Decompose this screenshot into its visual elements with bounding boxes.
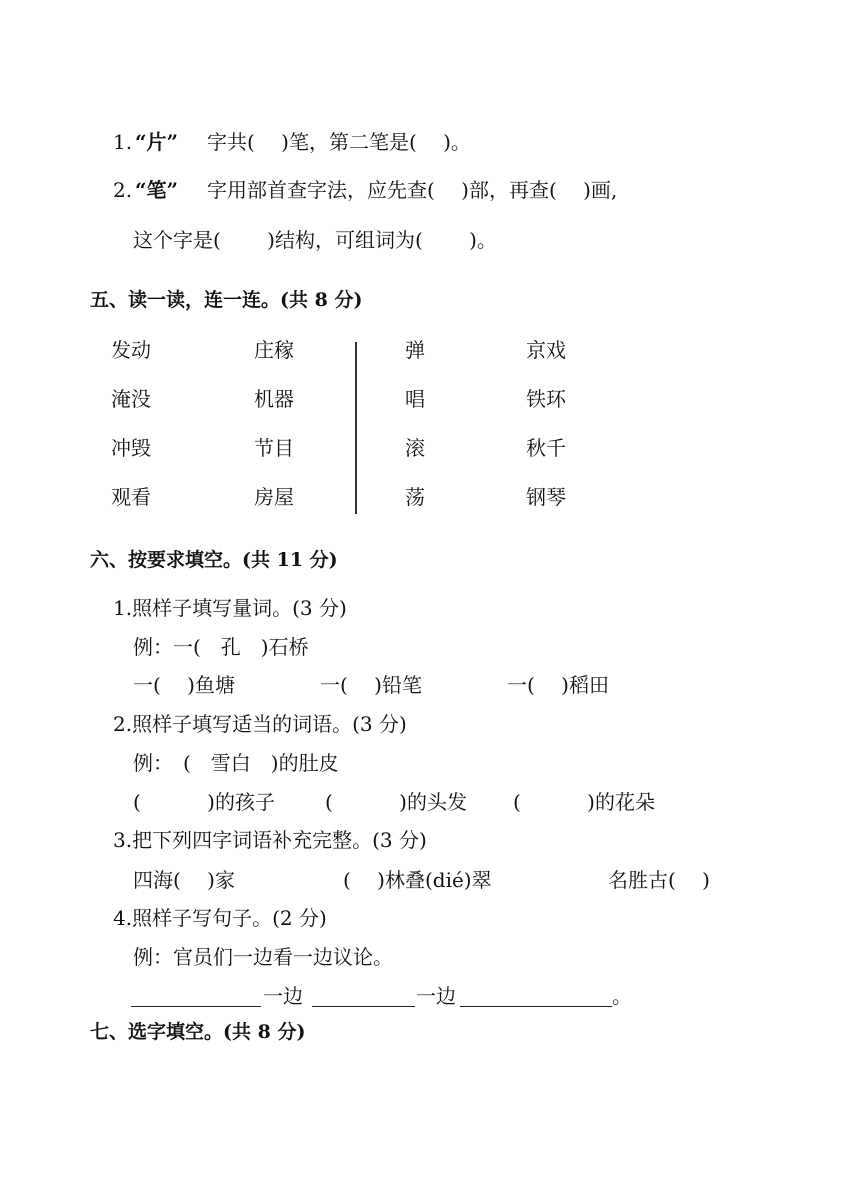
q6-2-item: ( )的头发: [325, 790, 467, 814]
q2-line2: 这个字是( )结构，可组词为( )。: [133, 228, 497, 252]
q1-char: “片”: [135, 130, 179, 154]
q1-number: 1.: [113, 130, 133, 154]
q6-3-item: 四海( )家: [133, 868, 235, 892]
q6-4-end: 。: [612, 984, 632, 1008]
match-left-word: 冲毁: [111, 436, 151, 460]
match-right-word: 唱: [405, 387, 425, 411]
q6-1-example: 例：一( 孔 )石桥: [133, 635, 309, 659]
q2-char: “笔”: [135, 178, 179, 202]
q2-number: 2.: [113, 178, 133, 202]
q6-3-prompt: 3.把下列四字词语补充完整。(3 分): [113, 828, 427, 852]
q6-2-example: 例： ( 雪白 )的肚皮: [133, 751, 339, 775]
q6-1-item: 一( )铅笔: [320, 673, 422, 697]
q6-2-prompt: 2.照样子填写适当的词语。(3 分): [113, 712, 407, 736]
q6-2-item: ( )的花朵: [513, 790, 655, 814]
match-left-word: 观看: [111, 485, 151, 509]
match-left-target: 节目: [254, 436, 294, 460]
q6-3-item: ( )林叠(dié)翠: [343, 868, 492, 892]
q6-2-item: ( )的孩子: [133, 790, 275, 814]
q6-1-item: 一( )稻田: [507, 673, 609, 697]
match-right-target: 京戏: [526, 338, 566, 362]
column-divider: [355, 342, 357, 514]
q6-4-word: 一边: [263, 984, 303, 1008]
q6-3-item: 名胜古( ): [608, 868, 710, 892]
q6-4-word: 一边: [416, 984, 456, 1008]
answer-blank[interactable]: [460, 1006, 612, 1007]
answer-blank[interactable]: [131, 1006, 261, 1007]
match-left-target: 房屋: [254, 485, 294, 509]
q6-4-example: 例：官员们一边看一边议论。: [133, 945, 393, 969]
match-left-target: 庄稼: [254, 338, 294, 362]
match-right-word: 弹: [405, 338, 425, 362]
match-left-word: 发动: [111, 338, 151, 362]
section7-title: 七、选字填空。(共 8 分): [90, 1021, 306, 1043]
match-right-target: 钢琴: [526, 485, 566, 509]
q6-4-prompt: 4.照样子写句子。(2 分): [113, 906, 327, 930]
section5-title: 五、读一读，连一连。(共 8 分): [90, 289, 363, 311]
match-right-target: 铁环: [526, 387, 566, 411]
match-left-target: 机器: [254, 387, 294, 411]
match-right-word: 荡: [405, 485, 425, 509]
q6-1-prompt: 1.照样子填写量词。(3 分): [113, 596, 347, 620]
match-left-word: 淹没: [111, 387, 151, 411]
section6-title: 六、按要求填空。(共 11 分): [90, 549, 338, 571]
q2-text: 字用部首查字法，应先查( )部，再查( )画,: [207, 178, 618, 202]
match-right-word: 滚: [405, 436, 425, 460]
match-right-target: 秋千: [526, 436, 566, 460]
q6-1-item: 一( )鱼塘: [133, 673, 235, 697]
q1-text: 字共( )笔，第二笔是( )。: [207, 130, 471, 154]
answer-blank[interactable]: [312, 1006, 415, 1007]
